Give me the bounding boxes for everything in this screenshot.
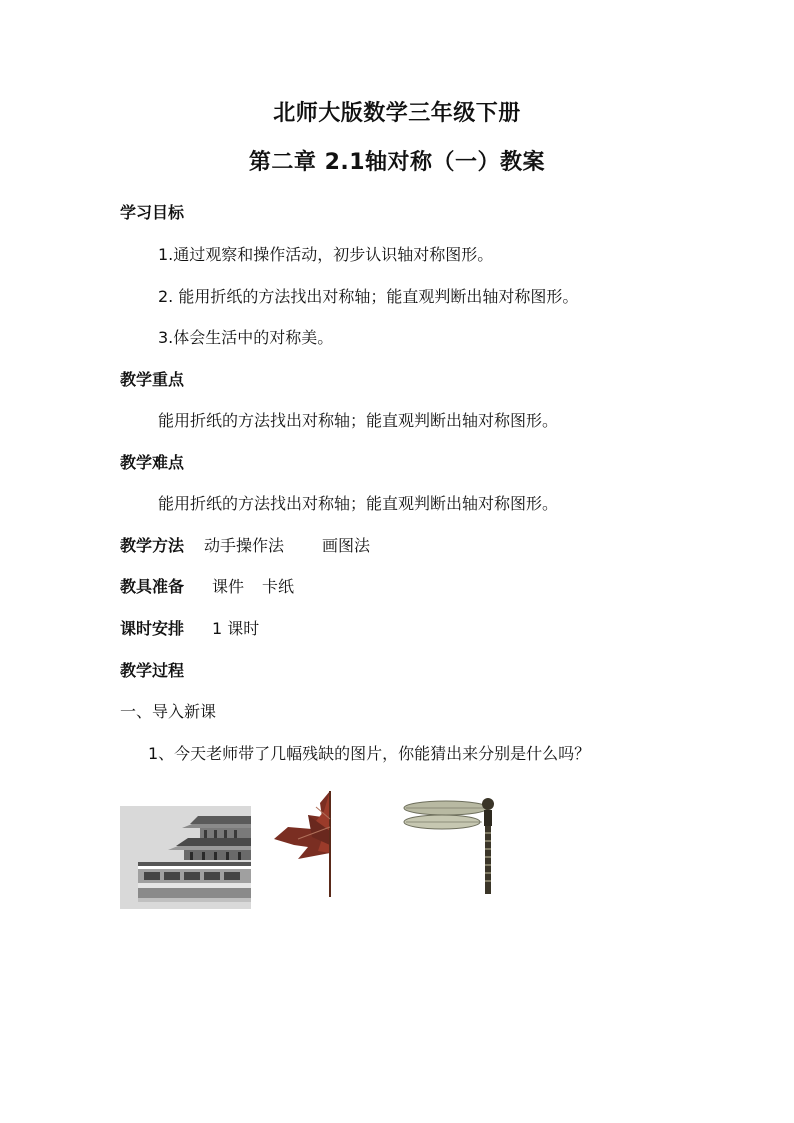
half-leaf-icon: [268, 787, 336, 899]
document-title: 北师大版数学三年级下册: [273, 101, 521, 126]
tools-heading: 教具准备: [120, 577, 185, 596]
method-1: 动手操作法: [204, 536, 285, 555]
difficulty-heading: 教学难点: [120, 453, 185, 472]
key-heading: 教学重点: [120, 370, 185, 389]
method-row: [120, 533, 370, 556]
method-heading: 教学方法: [120, 536, 185, 555]
difficulty-text: 能用折纸的方法找出对称轴；能直观判断出轴对称图形。: [158, 494, 559, 513]
goal-item-2: 2. 能用折纸的方法找出对称轴；能直观判断出轴对称图形。: [158, 287, 579, 306]
goals-heading: 学习目标: [120, 203, 185, 222]
half-gate-icon: [120, 806, 251, 909]
process-heading: 教学过程: [120, 661, 185, 680]
question-1: 1、今天老师带了几幅残缺的图片，你能猜出来分别是什么吗？: [148, 744, 591, 763]
half-dragonfly-icon: [400, 790, 520, 902]
tools-row: [120, 574, 294, 597]
key-text: 能用折纸的方法找出对称轴；能直观判断出轴对称图形。: [158, 411, 559, 430]
document-subtitle: 第二章 2.1轴对称（一）教案: [248, 150, 546, 175]
tools-1: 课件: [212, 577, 245, 596]
schedule-row: [120, 616, 259, 639]
tools-2: 卡纸: [262, 577, 295, 596]
schedule-heading: 课时安排: [120, 619, 185, 638]
schedule-text: 1 课时: [212, 619, 260, 638]
part-1-heading: 一、导入新课: [120, 702, 217, 721]
goal-item-1: 1.通过观察和操作活动，初步认识轴对称图形。: [158, 245, 494, 264]
method-2: 画图法: [322, 536, 371, 555]
goal-item-3: 3.体会生活中的对称美。: [158, 328, 334, 347]
